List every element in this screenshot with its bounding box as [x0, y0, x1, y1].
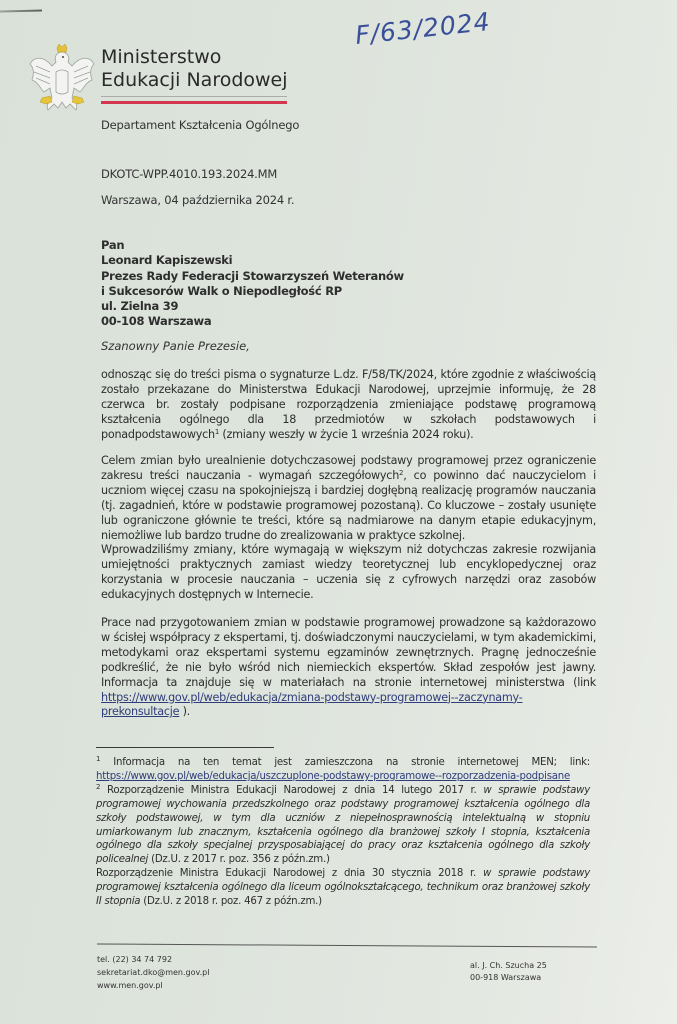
footnote-2-citation: (Dz.U. z 2017 r. poz. 356 z późn.zm.) — [148, 854, 330, 866]
footnote-1-link[interactable]: https://www.gov.pl/web/edukacja/uszczuplone-podstawy-programowe--rozporzadzenia-podpisane — [96, 770, 570, 782]
footnote-3 — [96, 867, 590, 909]
paragraph-2b-text: Wprowadziliśmy zmiany, które wymagają w większym niż dotychczas zakresie rozwijania umiejętności praktycznych zamiast wiedzy teoretycznej lub encyklopedycznej oraz korzystania w procesie nauczania – uczenia się z cyfrowych narzędzi oraz zasobów edukacyjnych dostępnych w Internecie. — [101, 543, 596, 602]
footer-email[interactable]: sekretariat.dko@men.gov.pl — [97, 968, 210, 977]
prekonsultacje-link[interactable]: https://www.gov.pl/web/edukacja/zmiana-podstawy-programowej--zaczynamy-prekonsultacje — [101, 690, 523, 719]
footer-address — [470, 960, 547, 984]
recipient-city: 00-108 Warszawa — [101, 314, 212, 329]
paragraph-1-tail: (zmiany weszły w życie 1 września 2024 roku). — [219, 427, 474, 441]
footnote-2 — [96, 784, 590, 867]
footnote-1-text: Informacja na ten temat jest zamieszczona na stronie internetowej MEN; link: — [100, 757, 590, 768]
greeting: Szanowny Panie Prezesie, — [101, 339, 250, 353]
ministry-name-line1: Ministerstwo — [101, 46, 222, 68]
recipient-salutation: Pan — [101, 238, 125, 252]
footnote-2-title: w sprawie podstawy programowej wychowania przedszkolnego oraz podstawy programowej kształcenia ogólnego dla szkoły podstawowej, w tym dla uczniów z niepełnosprawnością intelektualną w stopniu umiarkowanym lub znacznym, kształcenia ogólnego dla branżowej szkoły I stopnia, kształcenia ogólnego dla szkoły specjalnej przysposabiającej do pracy oraz kształcenia ogólnego dla szkoły policealnej — [96, 784, 590, 866]
white-eagle-emblem-icon — [28, 42, 96, 114]
recipient-title-line2: i Sukcesorów Walk o Niepodległość RP — [101, 283, 342, 298]
footnote-2-number: 2 — [96, 782, 101, 791]
reference-number: DKOTC-WPP.4010.193.2024.MM — [101, 167, 278, 181]
staple-mark — [0, 9, 42, 12]
paragraph-3-text: Prace nad przygotowaniem zmian w podstawie programowej prowadzone są każdorazowo w ścisłej współpracy z ekspertami, tj. doświadczonymi nauczycielami, w tym akademickimi, metodykami oraz ekspertami systemu egzaminów zewnętrznych. Pragnę jednocześnie podkreślić, że nie było wśród nich niemieckich ekspertów. Skład zespołów jest jawny. Informacja ta znajduje się w materiałach na stronie internetowej ministerstwa (link — [101, 616, 596, 689]
footer-website[interactable]: www.men.gov.pl — [97, 981, 163, 990]
paragraph-1-text: odnosząc się do treści pisma o sygnaturze L.dz. F/58/TK/2024, które zgodnie z właściwością zostało przekazane do Ministerstwa Edukacji Narodowej, uprzejmie informuję, że 28 czerwca br. zostały podpisane rozporządzenia zmieniające podstawę programową kształcenia ogólnego dla 18 przedmiotów w szkołach podstawowych i ponadpodstawowych — [101, 368, 596, 441]
letter-date: Warszawa, 04 października 2024 r. — [101, 193, 295, 207]
recipient-name: Leonard Kapiszewski — [101, 253, 233, 268]
footnote-3-title: w sprawie podstawy programowej kształcenia ogólnego dla liceum ogólnokształcącego, technikum oraz branżowej szkoły II stopnia — [96, 868, 590, 908]
paragraph-1 — [101, 368, 596, 443]
ministry-name-line2: Edukacji Narodowej — [101, 69, 288, 91]
footer-city: 00-918 Warszawa — [470, 973, 542, 982]
footer-phone: tel. (22) 34 74 792 — [97, 955, 173, 964]
recipient-address — [101, 238, 404, 330]
paragraph-2-tail: , co powinno dać nauczycielom i uczniom więcej czasu na spokojniejszą i bardziej dogłębną realizację programów nauczania (tj. zagadnień, które w podstawie programowej pozostaną). Co kluczowe – zostały usunięte lub ograniczone głównie te treści, które są nadmiarowe na danym etapie edukacyjnym, niemożliwe lub bardzo trudne do zrealizowania w praktyce szkolnej. — [101, 468, 596, 542]
recipient-title-line1: Prezes Rady Federacji Stowarzyszeń Weteranów — [101, 268, 404, 283]
footnote-3-citation: (Dz.U. z 2018 r. poz. 467 z późn.zm.) — [140, 896, 322, 908]
paragraph-2-text: Celem zmian było urealnienie dotychczasowej podstawy programowej przez ograniczenie zakresu treści nauczania - wymagań szczegółowych — [101, 454, 596, 482]
footnote-2-text: Rozporządzenie Ministra Edukacji Narodowej z dnia 14 lutego 2017 r. — [100, 784, 484, 796]
paragraph-3 — [101, 616, 596, 720]
footnote-1-number: 1 — [96, 755, 101, 763]
recipient-street: ul. Zielna 39 — [101, 299, 179, 314]
handwritten-reference: F/63/2024 — [353, 6, 492, 51]
letterhead-red-stripe — [101, 101, 287, 104]
footnote-ref-2: 2 — [399, 468, 404, 477]
footnote-separator — [96, 747, 274, 748]
paragraph-2 — [101, 454, 596, 603]
footer-street: al. J. Ch. Szucha 25 — [470, 961, 547, 970]
ministry-name — [101, 46, 288, 92]
footnote-1 — [96, 756, 590, 784]
paragraph-3-tail: ). — [179, 705, 190, 719]
footnotes — [96, 756, 590, 909]
department-name: Departament Kształcenia Ogólnego — [101, 118, 300, 132]
footer-contact — [97, 953, 209, 992]
footnote-3-text: Rozporządzenie Ministra Edukacji Narodowej z dnia 30 stycznia 2018 r. — [96, 868, 483, 880]
footer-separator — [97, 943, 597, 947]
letterhead-white-stripe — [101, 96, 287, 97]
footnote-ref-1: 1 — [214, 427, 220, 436]
